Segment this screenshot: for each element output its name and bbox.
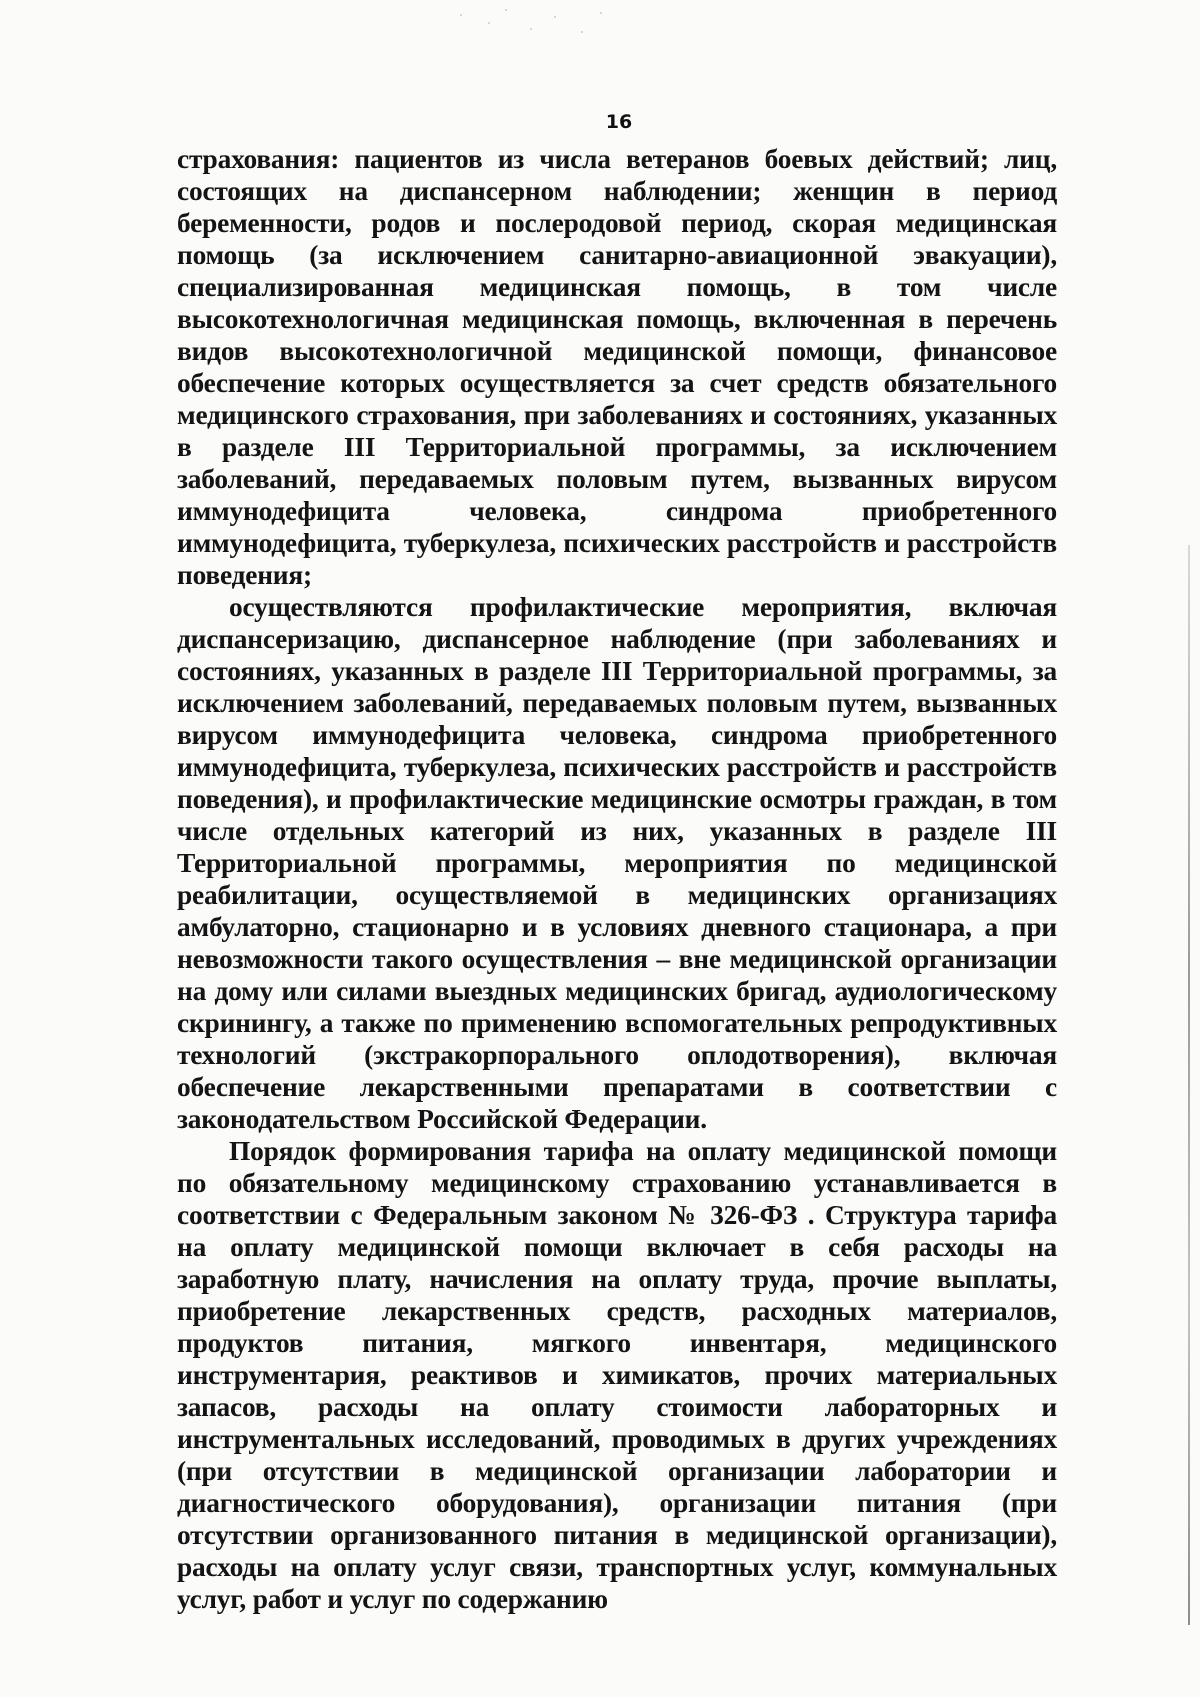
paragraph-2: осуществляются профилактические мероприятия, включая диспансеризацию, диспансерное наблюдение (при заболеваниях и состояниях, указанных в разделе III Территориальной программы, за исключением заболеваний, передаваемых половым путем, вызванных вирусом иммунодефицита человека, синдрома приобретенного иммунодефицита, туберкулеза, психических расстройств и расстройств поведения), и профилактические медицинские осмотры граждан, в том числе отдельных категорий из них, указанных в разделе III Территориальной программы, мероприятия по медицинской реабилитации, осуществляемой в медицинских организациях амбулаторно, стационарно и в условиях дневного стационара, а при невозможности такого осуществления – вне медицинской организации на дому или силами выездных медицинских бригад, аудиологическому скринингу, а также по применению вспомогательных репродуктивных технологий (экстракорпорального оплодотворения), включая обеспечение лекарственными препаратами в соответствии с законодательством Российской Федерации. <box>177 592 1057 1134</box>
scan-noise <box>450 0 630 40</box>
body-text <box>177 143 1057 1615</box>
scan-edge-line <box>1188 545 1190 1625</box>
paragraph-3: Порядок формирования тарифа на оплату медицинской помощи по обязательному медицинскому страхованию устанавливается в соответствии с Федеральным законом № 326-ФЗ . Структура тарифа на оплату медицинской помощи включает в себя расходы на заработную плату, начисления на оплату труда, прочие выплаты, приобретение лекарственных средств, расходных материалов, продуктов питания, мягкого инвентаря, медицинского инструментария, реактивов и химикатов, прочих материальных запасов, расходы на оплату стоимости лабораторных и инструментальных исследований, проводимых в других учреждениях (при отсутствии в медицинской организации лаборатории и диагностического оборудования), организации питания (при отсутствии организованного питания в медицинской организации), расходы на оплату услуг связи, транспортных услуг, коммунальных услуг, работ и услуг по содержанию <box>177 1136 1057 1614</box>
paragraph-1: страхования: пациентов из числа ветеранов боевых действий; лиц, состоящих на диспансерном наблюдении; женщин в период беременности, родов и послеродовой период, скорая медицинская помощь (за исключением санитарно-авиационной эвакуации), специализированная медицинская помощь, в том числе высокотехнологичная медицинская помощь, включенная в перечень видов высокотехнологичной медицинской помощи, финансовое обеспечение которых осуществляется за счет средств обязательного медицинского страхования, при заболеваниях и состояниях, указанных в разделе III Территориальной программы, за исключением заболеваний, передаваемых половым путем, вызванных вирусом иммунодефицита человека, синдрома приобретенного иммунодефицита, туберкулеза, психических расстройств и расстройств поведения; <box>177 144 1057 590</box>
page-number: 16 <box>605 111 633 133</box>
